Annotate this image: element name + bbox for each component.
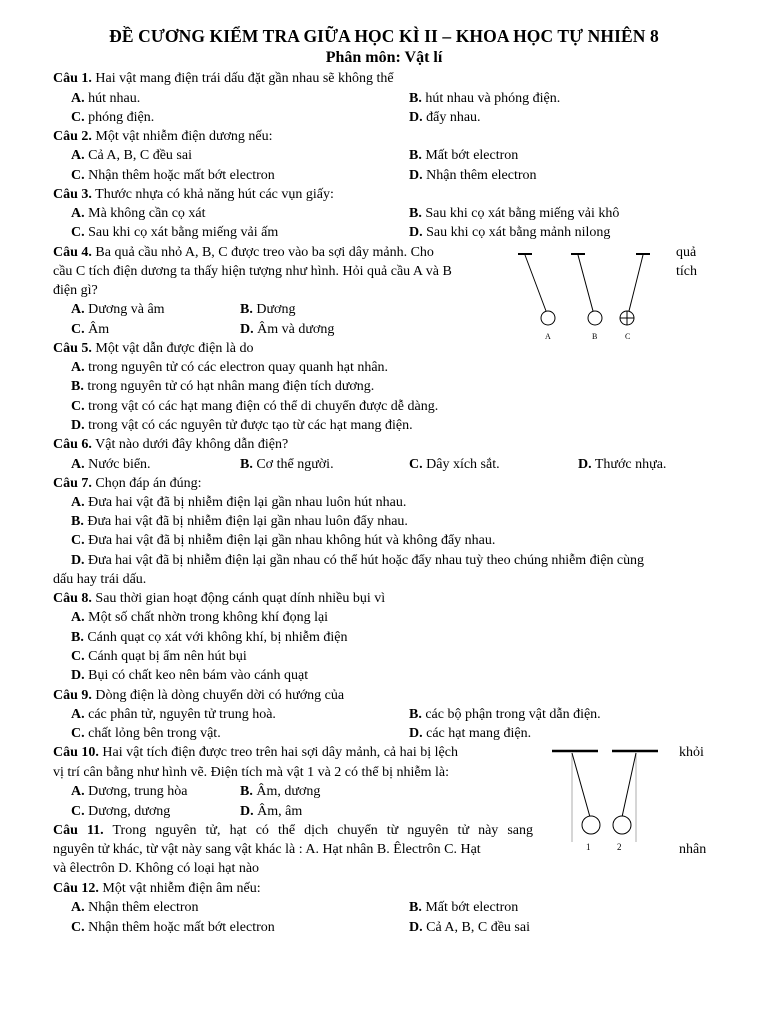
question-4: Câu 4. Ba quả cầu nhỏ A, B, C được treo vào ba sợi dây mảnh. Cho xyxy=(53,245,434,260)
option-10a: A. Dương, trung hòa xyxy=(71,784,188,799)
question-4-text-tail: quả xyxy=(676,245,697,260)
question-12: Câu 12. Một vật nhiễm điện âm nếu: xyxy=(53,881,261,896)
option-6b: B. Cơ thể người. xyxy=(240,457,334,472)
option-10b: B. Âm, dương xyxy=(240,784,321,799)
option-6c: C. Dây xích sắt. xyxy=(409,457,500,472)
option-5b: B. trong nguyên tử có hạt nhân mang điện tích dương. xyxy=(71,379,375,394)
option-2b: B. Mất bớt electron xyxy=(409,148,519,163)
sphere-2 xyxy=(613,816,631,834)
option-6d: D. Thước nhựa. xyxy=(578,457,667,472)
question-6: Câu 6. Vật nào dưới đây không dẫn điện? xyxy=(53,437,289,452)
option-1c: C. phóng điện. xyxy=(71,110,155,125)
option-6a: A. Nước biển. xyxy=(71,457,151,472)
option-7c: C. Đưa hai vật đã bị nhiễm điện lại gần nhau không hút và không đẩy nhau. xyxy=(71,533,496,548)
question-10: Câu 10. Hai vật tích điện được treo trên hai sợi dây mảnh, cả hai bị lệch xyxy=(53,745,458,760)
option-5d: D. trong vật có các nguyên tử được tạo từ các hạt mang điện. xyxy=(71,418,413,433)
question-1: Câu 1. Hai vật mang điện trái dấu đặt gần nhau sẽ không thể xyxy=(53,71,394,86)
sphere-b xyxy=(588,311,602,325)
label-2: 2 xyxy=(617,842,622,852)
question-11-line3: và êlectrôn D. Không có loại hạt nào xyxy=(53,861,260,876)
question-2: Câu 2. Một vật nhiễm điện dương nếu: xyxy=(53,129,273,144)
question-11-line2-tail: nhân xyxy=(679,842,707,857)
thread-1 xyxy=(572,753,590,817)
question-7: Câu 7. Chọn đáp án đúng: xyxy=(53,476,202,491)
option-7d-continued: dấu hay trái dấu. xyxy=(53,572,147,587)
hanging-spheres-figure-abc xyxy=(510,245,670,345)
thread-b xyxy=(578,255,593,311)
question-10-line2: vị trí cân bằng như hình vẽ. Điện tích mà vật 1 và 2 có thể bị nhiễm là: xyxy=(53,765,449,780)
option-8d: D. Bụi có chất keo nên bám vào cánh quạt xyxy=(71,668,309,683)
question-4-line2-tail: tích xyxy=(676,264,697,279)
thread-a xyxy=(525,255,546,311)
question-11-line2: nguyên tử khác, từ vật này sang vật khác là : A. Hạt nhân B. Êlectrôn C. Hạt xyxy=(53,842,481,857)
label-a: A xyxy=(545,332,551,341)
question-5: Câu 5. Một vật dẫn được điện là do xyxy=(53,341,254,356)
question-3: Câu 3. Thước nhựa có khả năng hút các vụn giấy: xyxy=(53,187,334,202)
option-2c: C. Nhận thêm hoặc mất bớt electron xyxy=(71,168,275,183)
thread-c xyxy=(629,255,643,311)
page-subtitle: Phân môn: Vật lí xyxy=(325,49,443,66)
option-8b: B. Cánh quạt cọ xát với không khí, bị nhiễm điện xyxy=(71,630,348,645)
option-8c: C. Cánh quạt bị ẩm nên hút bụi xyxy=(71,649,247,664)
option-9a: A. các phân tử, nguyên tử trung hoà. xyxy=(71,707,276,722)
option-10c: C. Dương, dương xyxy=(71,804,171,819)
label-b: B xyxy=(592,332,598,341)
option-3a: A. Mà không cần cọ xát xyxy=(71,206,206,221)
question-8: Câu 8. Sau thời gian hoạt động cánh quạt dính nhiều bụi vì xyxy=(53,591,386,606)
hanging-spheres-figure-12 xyxy=(548,742,664,857)
option-12c: C. Nhận thêm hoặc mất bớt electron xyxy=(71,920,275,935)
thread-2 xyxy=(622,753,636,817)
option-12b: B. Mất bớt electron xyxy=(409,900,519,915)
option-12a: A. Nhận thêm electron xyxy=(71,900,199,915)
option-12d: D. Cả A, B, C đều sai xyxy=(409,920,530,935)
question-4-line2: cầu C tích điện dương ta thấy hiện tượng như hình. Hỏi quả cầu A và B xyxy=(53,264,452,279)
option-4b: B. Dương xyxy=(240,302,296,317)
option-3b: B. Sau khi cọ xát bằng miếng vải khô xyxy=(409,206,620,221)
option-5a: A. trong nguyên tử có các electron quay quanh hạt nhân. xyxy=(71,360,389,375)
option-7d: D. Đưa hai vật đã bị nhiễm điện lại gần nhau có thể hút hoặc đẩy nhau tuỳ theo chúng nhiễm điện cùng xyxy=(71,553,644,568)
option-4c: C. Âm xyxy=(71,322,110,337)
option-1b: B. hút nhau và phóng điện. xyxy=(409,91,561,106)
option-7a: A. Đưa hai vật đã bị nhiễm điện lại gần nhau luôn hút nhau. xyxy=(71,495,407,510)
page-title: ĐỀ CƯƠNG KIỂM TRA GIỮA HỌC KÌ II – KHOA HỌC TỰ NHIÊN 8 xyxy=(109,26,659,46)
question-11: Câu 11. Trong nguyên tử, hạt có thể dịch chuyển từ nguyên tử này sang xyxy=(53,823,534,838)
label-c: C xyxy=(625,332,631,341)
option-2a: A. Cả A, B, C đều sai xyxy=(71,148,192,163)
option-3c: C. Sau khi cọ xát bằng miếng vải ấm xyxy=(71,225,279,240)
question-4-line3: điện gì? xyxy=(53,283,98,298)
option-8a: A. Một số chất nhờn trong không khí đọng lại xyxy=(71,610,329,625)
sphere-a xyxy=(541,311,555,325)
option-9d: D. các hạt mang điện. xyxy=(409,726,532,741)
option-9c: C. chất lỏng bên trong vật. xyxy=(71,726,221,741)
option-10d: D. Âm, âm xyxy=(240,804,303,819)
option-9b: B. các bộ phận trong vật dẫn điện. xyxy=(409,707,601,722)
option-2d: D. Nhận thêm electron xyxy=(409,168,537,183)
sphere-1 xyxy=(582,816,600,834)
option-5c: C. trong vật có các hạt mang điện có thể di chuyển được dễ dàng. xyxy=(71,399,439,414)
option-1d: D. đẩy nhau. xyxy=(409,110,481,125)
option-7b: B. Đưa hai vật đã bị nhiễm điện lại gần nhau luôn đẩy nhau. xyxy=(71,514,408,529)
option-1a: A. hút nhau. xyxy=(71,91,141,106)
question-10-text-tail: khỏi xyxy=(679,745,704,760)
label-1: 1 xyxy=(586,842,591,852)
option-4a: A. Dương và âm xyxy=(71,302,165,317)
option-4d: D. Âm và dương xyxy=(240,322,335,337)
option-3d: D. Sau khi cọ xát bằng mảnh nilong xyxy=(409,225,611,240)
question-9: Câu 9. Dòng điện là dòng chuyển dời có hướng của xyxy=(53,688,345,703)
